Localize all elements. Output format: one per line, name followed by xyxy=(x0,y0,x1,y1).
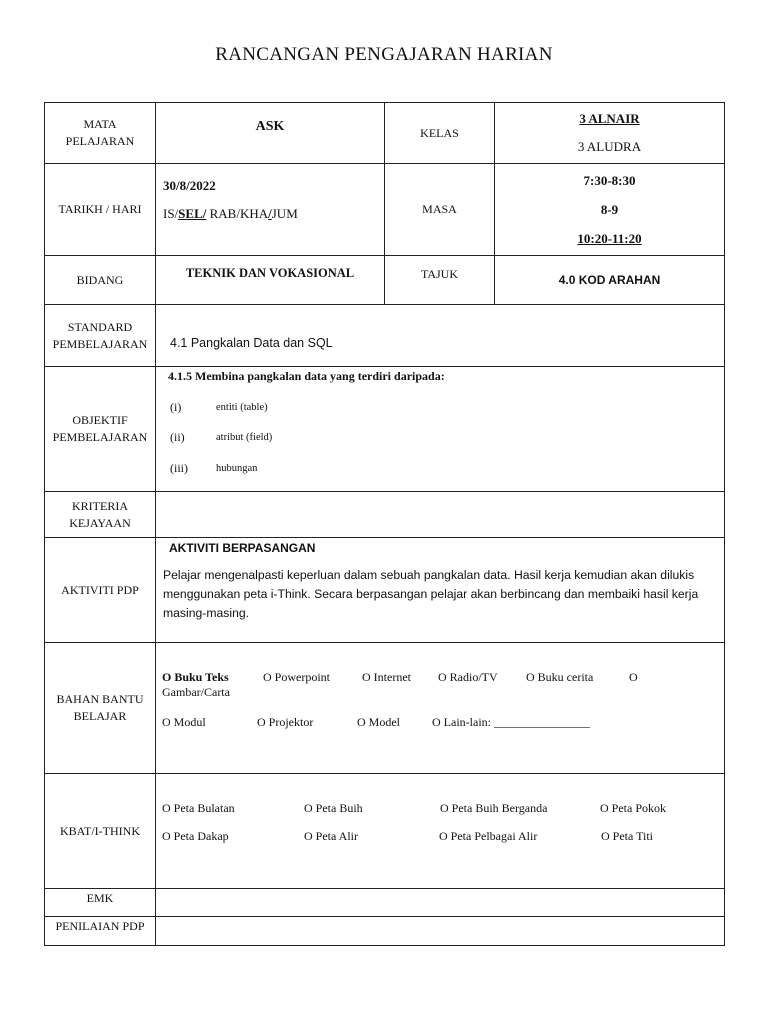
label-bidang: BIDANG xyxy=(45,256,156,305)
value-kriteria xyxy=(156,492,725,538)
row-objektif xyxy=(45,367,725,492)
objective-num: (iii) xyxy=(170,461,188,475)
option-gambar-marker[interactable]: O xyxy=(629,670,638,684)
label-bahan: BAHAN BANTU BELAJAR xyxy=(45,643,156,774)
label-penilaian: PENILAIAN PDP xyxy=(45,917,156,946)
label-masa: MASA xyxy=(385,164,495,256)
value-kelas xyxy=(495,103,725,164)
option-powerpoint[interactable]: O Powerpoint xyxy=(263,670,330,684)
option-peta-buih[interactable]: O Peta Buih xyxy=(304,801,363,815)
label-kbat: KBAT/I-THINK xyxy=(45,774,156,889)
row-aktiviti xyxy=(45,538,725,643)
row-mata-pelajaran xyxy=(45,103,725,164)
option-peta-pelbagai-alir[interactable]: O Peta Pelbagai Alir xyxy=(439,829,538,843)
row-bidang xyxy=(45,256,725,305)
value-kbat xyxy=(156,774,725,889)
label-aktiviti: AKTIVITI PDP xyxy=(45,538,156,643)
time-1: 7:30-8:30 xyxy=(583,172,636,188)
page-title: RANCANGAN PENGAJARAN HARIAN xyxy=(215,44,553,65)
value-penilaian xyxy=(156,917,725,946)
objective-num: (ii) xyxy=(170,430,185,444)
value-subject: ASK xyxy=(156,103,385,164)
date: 30/8/2022 xyxy=(163,178,216,193)
value-standard: 4.1 Pangkalan Data dan SQL xyxy=(156,305,725,367)
option-lain-lain[interactable]: O Lain-lain: ________________ xyxy=(432,715,590,729)
label-objektif: OBJEKTIF PEMBELAJARAN xyxy=(45,367,156,492)
option-peta-titi[interactable]: O Peta Titi xyxy=(601,829,654,843)
value-tajuk: 4.0 KOD ARAHAN xyxy=(495,256,725,305)
option-peta-buih-berganda[interactable]: O Peta Buih Berganda xyxy=(440,801,548,815)
day-selection: IS/SEL/ RAB/KHA/JUM xyxy=(163,206,298,221)
value-bidang: TEKNIK DAN VOKASIONAL xyxy=(156,256,385,305)
option-peta-dakap[interactable]: O Peta Dakap xyxy=(162,829,229,843)
objective-num: (i) xyxy=(170,400,182,414)
label-tarikh-hari: TARIKH / HARI xyxy=(45,164,156,256)
option-gambar-carta[interactable]: Gambar/Carta xyxy=(162,685,230,699)
option-modul[interactable]: O Modul xyxy=(162,715,206,729)
label-kriteria: KRITERIA KEJAYAAN xyxy=(45,492,156,538)
class-1: 3 ALNAIR xyxy=(579,111,640,126)
row-kriteria xyxy=(45,492,725,538)
option-projektor[interactable]: O Projektor xyxy=(257,715,314,729)
value-emk xyxy=(156,889,725,917)
time-3: 10:20-11:20 xyxy=(577,230,642,246)
option-peta-alir[interactable]: O Peta Alir xyxy=(304,829,358,843)
objective-heading: 4.1.5 Membina pangkalan data yang terdiri daripada: xyxy=(168,369,445,383)
row-bahan xyxy=(45,643,725,774)
row-emk xyxy=(45,889,725,917)
class-2: 3 ALUDRA xyxy=(577,139,642,154)
value-bahan xyxy=(156,643,725,774)
value-tarikh xyxy=(156,164,385,256)
row-penilaian xyxy=(45,917,725,946)
option-buku-teks[interactable]: O Buku Teks xyxy=(162,670,229,684)
activity-heading: AKTIVITI BERPASANGAN xyxy=(169,541,316,555)
lesson-plan-table xyxy=(44,102,725,946)
option-model[interactable]: O Model xyxy=(357,715,400,729)
time-2: 8-9 xyxy=(600,201,619,217)
value-objektif xyxy=(156,367,725,492)
value-aktiviti xyxy=(156,538,725,643)
activity-text: Pelajar mengenalpasti keperluan dalam sebuah pangkalan data. Hasil kerja kemudian akan dilukis menggunakan peta i-Think. Secara berpasangan pelajar akan berbincang dan membaiki hasil kerja masing-masing. xyxy=(163,568,699,620)
label-kelas: KELAS xyxy=(385,103,495,164)
objective-text: hubungan xyxy=(216,463,258,474)
row-standard xyxy=(45,305,725,367)
label-emk: EMK xyxy=(45,889,156,917)
option-peta-bulatan[interactable]: O Peta Bulatan xyxy=(162,801,235,815)
label-mata-pelajaran: MATA PELAJARAN xyxy=(45,103,156,164)
row-kbat xyxy=(45,774,725,889)
option-buku-cerita[interactable]: O Buku cerita xyxy=(526,670,594,684)
option-internet[interactable]: O Internet xyxy=(362,670,411,684)
option-peta-pokok[interactable]: O Peta Pokok xyxy=(600,801,666,815)
value-masa xyxy=(495,164,725,256)
label-standard: STANDARD PEMBELAJARAN xyxy=(45,305,156,367)
option-radio-tv[interactable]: O Radio/TV xyxy=(438,670,498,684)
label-tajuk: TAJUK xyxy=(385,256,495,305)
objective-text: entiti (table) xyxy=(216,402,268,413)
row-tarikh xyxy=(45,164,725,256)
objective-text: atribut (field) xyxy=(216,432,273,443)
